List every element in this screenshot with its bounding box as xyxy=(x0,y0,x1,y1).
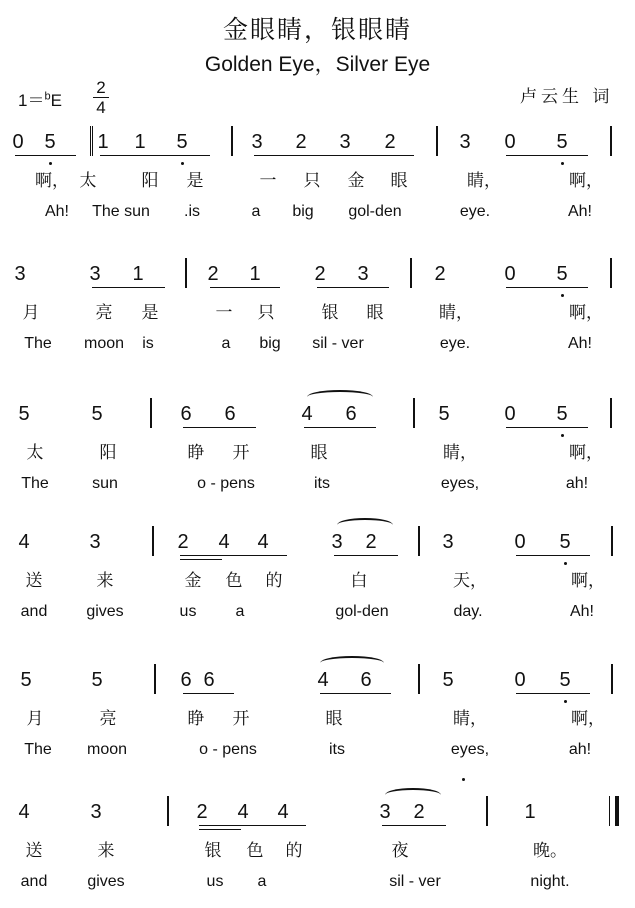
lyric-english: The xyxy=(21,475,49,492)
score-row xyxy=(0,796,635,896)
lyric-english: eyes, xyxy=(440,475,480,492)
note: 2 xyxy=(434,263,446,285)
note: 3 xyxy=(339,131,351,153)
lyric-chinese: 晚。 xyxy=(533,841,567,861)
lyric-chinese: 是 xyxy=(186,171,204,191)
note: 5 xyxy=(559,531,571,553)
lyric-english: a xyxy=(251,203,261,220)
lyric-chinese: 月 xyxy=(22,303,40,323)
lyric-chinese: 的 xyxy=(265,571,283,591)
low-octave-dot xyxy=(564,700,567,703)
note: 6 xyxy=(180,403,192,425)
beam-underline xyxy=(183,427,256,428)
lyric-english: ah! xyxy=(568,741,592,758)
note: 2 xyxy=(207,263,219,285)
lyric-english: day. xyxy=(453,603,483,620)
bar-line xyxy=(150,398,152,428)
lyric-chinese: 的 xyxy=(285,841,303,861)
bar-line xyxy=(185,258,187,288)
lyric-english: Ah! xyxy=(567,203,592,220)
lyricist-credit: 卢云生 词 xyxy=(520,87,614,107)
lyric-chinese: 送 xyxy=(25,841,43,861)
note: 4 xyxy=(317,669,329,691)
beam-underline xyxy=(382,825,446,826)
beam-underline xyxy=(304,427,376,428)
bar-line xyxy=(611,664,613,694)
tie-arc xyxy=(385,788,441,802)
bar-line xyxy=(610,398,612,428)
note: 5 xyxy=(91,669,103,691)
note: 0 xyxy=(514,531,526,553)
lyric-chinese: 睁 xyxy=(187,443,205,463)
key-signature xyxy=(18,86,62,111)
note: 4 xyxy=(237,801,249,823)
note: 0 xyxy=(12,131,24,153)
lyric-english: us xyxy=(179,603,197,620)
bar-line xyxy=(615,796,619,826)
lyric-chinese: 睛， xyxy=(467,171,501,191)
note: 2 xyxy=(295,131,307,153)
note: 4 xyxy=(18,801,30,823)
lyric-chinese: 只 xyxy=(303,171,321,191)
note: 5 xyxy=(176,131,188,153)
lyric-english: eyes, xyxy=(450,741,490,758)
note: 3 xyxy=(251,131,263,153)
note: 6 xyxy=(180,669,192,691)
beam-underline xyxy=(183,693,234,694)
note: 4 xyxy=(301,403,313,425)
lyric-chinese: 银 xyxy=(321,303,339,323)
lyric-chinese: 亮 xyxy=(99,709,117,729)
lyric-chinese: 啊， xyxy=(571,571,605,591)
score-row xyxy=(0,664,635,764)
lyric-chinese: 阳 xyxy=(99,443,117,463)
note: 5 xyxy=(556,403,568,425)
lyric-chinese: 送 xyxy=(25,571,43,591)
lyric-chinese: 阳 xyxy=(141,171,159,191)
lyric-chinese: 睛， xyxy=(439,303,473,323)
lyric-chinese: 银 xyxy=(204,841,222,861)
note: 0 xyxy=(504,131,516,153)
lyric-english: its xyxy=(329,741,345,758)
note: 5 xyxy=(556,263,568,285)
lyric-english: .is xyxy=(184,203,200,220)
note: 6 xyxy=(360,669,372,691)
lyric-chinese: 开 xyxy=(232,709,250,729)
lyric-chinese: 太 xyxy=(79,171,97,191)
lyric-chinese: 金 xyxy=(347,171,365,191)
bar-line xyxy=(418,526,420,556)
beam-underline-second xyxy=(199,829,241,830)
note: 5 xyxy=(18,403,30,425)
time-signature xyxy=(93,79,109,116)
beam-underline xyxy=(334,555,398,556)
note: 0 xyxy=(514,669,526,691)
lyric-chinese: 啊， xyxy=(569,171,603,191)
low-octave-dot xyxy=(181,162,184,165)
note: 1 xyxy=(524,801,536,823)
lyric-english: The sun xyxy=(92,203,150,220)
note: 3 xyxy=(379,801,391,823)
note: 1 xyxy=(132,263,144,285)
lyric-chinese: 睛， xyxy=(443,443,477,463)
lyric-english: eye. xyxy=(459,203,491,220)
beam-underline xyxy=(320,693,391,694)
note: 5 xyxy=(559,669,571,691)
low-octave-dot xyxy=(561,162,564,165)
note: 4 xyxy=(257,531,269,553)
lyric-english: sun xyxy=(92,475,118,492)
beam-underline xyxy=(92,287,165,288)
beam-underline xyxy=(100,155,210,156)
lyric-chinese: 开 xyxy=(232,443,250,463)
note: 0 xyxy=(504,403,516,425)
lyric-chinese: 太 xyxy=(26,443,44,463)
bar-line xyxy=(410,258,412,288)
lyric-english: a xyxy=(235,603,245,620)
bar-line xyxy=(609,796,610,826)
tie-arc xyxy=(307,390,373,404)
lyric-chinese: 白 xyxy=(350,571,368,591)
score-row xyxy=(0,258,635,358)
lyric-chinese: 亮 xyxy=(95,303,113,323)
beam-underline-second xyxy=(180,559,222,560)
lyric-english: gol-den xyxy=(335,603,389,620)
note: 3 xyxy=(442,531,454,553)
lyric-chinese: 啊， xyxy=(569,303,603,323)
key-note: E xyxy=(50,91,62,110)
lyric-chinese: 金 xyxy=(184,571,202,591)
lyric-chinese: 来 xyxy=(97,841,115,861)
bar-line xyxy=(413,398,415,428)
lyric-chinese: 啊， xyxy=(35,171,69,191)
lyric-english: The xyxy=(24,741,52,758)
note: 1 xyxy=(97,131,109,153)
stray-dot xyxy=(462,778,465,781)
lyric-chinese: 来 xyxy=(96,571,114,591)
lyric-english: sil - ver xyxy=(389,873,441,890)
note: 4 xyxy=(277,801,289,823)
lyric-english: and xyxy=(20,603,48,620)
lyric-english: moon xyxy=(83,335,125,352)
lyric-chinese: 色 xyxy=(225,571,243,591)
note: 3 xyxy=(357,263,369,285)
note: 2 xyxy=(413,801,425,823)
lyric-chinese: 一 xyxy=(215,303,233,323)
low-octave-dot xyxy=(49,162,52,165)
note: 3 xyxy=(89,531,101,553)
lyric-english: a xyxy=(257,873,267,890)
key-prefix: 1＝ xyxy=(18,91,45,110)
low-octave-dot xyxy=(561,434,564,437)
lyric-chinese: 眼 xyxy=(366,303,384,323)
bar-line xyxy=(486,796,488,826)
lyric-english: big xyxy=(292,203,314,220)
note: 6 xyxy=(203,669,215,691)
tie-arc xyxy=(320,656,384,670)
note: 1 xyxy=(249,263,261,285)
lyric-english: is xyxy=(142,335,154,352)
lyric-chinese: 天， xyxy=(453,571,487,591)
note: 5 xyxy=(556,131,568,153)
lyric-chinese: 眼 xyxy=(325,709,343,729)
beam-underline xyxy=(317,287,389,288)
beam-underline xyxy=(506,155,588,156)
beam-underline xyxy=(15,155,76,156)
score-row xyxy=(0,526,635,626)
lyric-english: gives xyxy=(86,603,124,620)
note: 2 xyxy=(177,531,189,553)
lyric-chinese: 色 xyxy=(246,841,264,861)
beam-underline xyxy=(506,427,588,428)
note: 4 xyxy=(218,531,230,553)
beam-underline xyxy=(254,155,414,156)
lyric-chinese: 睛， xyxy=(453,709,487,729)
lyric-english: and xyxy=(20,873,48,890)
bar-line xyxy=(611,526,613,556)
bar-line xyxy=(152,526,154,556)
lyric-english: big xyxy=(259,335,281,352)
lyric-english: sil - ver xyxy=(312,335,364,352)
bar-line xyxy=(436,126,438,156)
note: 5 xyxy=(91,403,103,425)
bar-line xyxy=(167,796,169,826)
note: 1 xyxy=(134,131,146,153)
beam-underline xyxy=(210,287,280,288)
note: 5 xyxy=(442,669,454,691)
beam-underline xyxy=(516,555,590,556)
lyric-english: eye. xyxy=(439,335,471,352)
lyric-english: Ah! xyxy=(567,335,592,352)
lyric-english: night. xyxy=(530,873,570,890)
lyric-chinese: 月 xyxy=(26,709,44,729)
lyric-chinese: 啊， xyxy=(569,443,603,463)
lyric-english: Ah! xyxy=(569,603,594,620)
note: 5 xyxy=(44,131,56,153)
lyric-english: moon xyxy=(86,741,128,758)
lyric-english: gives xyxy=(87,873,125,890)
lyric-chinese: 一 xyxy=(259,171,277,191)
low-octave-dot xyxy=(564,562,567,565)
lyric-english: Ah! xyxy=(44,203,69,220)
time-bottom: 4 xyxy=(96,98,106,117)
flat-sign: b xyxy=(44,90,51,103)
note: 2 xyxy=(314,263,326,285)
lyric-chinese: 啊， xyxy=(571,709,605,729)
bar-line xyxy=(154,664,156,694)
song-title-english: Golden Eye，Silver Eye xyxy=(204,53,431,76)
lyric-english: o - pens xyxy=(197,475,255,492)
note: 3 xyxy=(90,801,102,823)
time-top: 2 xyxy=(96,78,106,97)
bar-line xyxy=(231,126,233,156)
note: 2 xyxy=(365,531,377,553)
tie-arc xyxy=(337,518,393,532)
lyric-english: a xyxy=(221,335,231,352)
bar-line xyxy=(92,126,93,156)
note: 3 xyxy=(459,131,471,153)
lyric-chinese: 眼 xyxy=(390,171,408,191)
note: 4 xyxy=(18,531,30,553)
lyric-english: gol-den xyxy=(348,203,402,220)
note: 3 xyxy=(14,263,26,285)
lyric-english: o - pens xyxy=(199,741,257,758)
song-title-chinese: 金眼睛，银眼睛 xyxy=(222,15,412,44)
bar-line xyxy=(610,258,612,288)
beam-underline xyxy=(506,287,588,288)
lyric-chinese: 睁 xyxy=(187,709,205,729)
score-row xyxy=(0,126,635,226)
note: 0 xyxy=(504,263,516,285)
score-row xyxy=(0,398,635,498)
lyric-chinese: 夜 xyxy=(391,841,409,861)
note: 3 xyxy=(331,531,343,553)
note: 6 xyxy=(345,403,357,425)
bar-line xyxy=(418,664,420,694)
lyric-english: us xyxy=(206,873,224,890)
lyric-english: its xyxy=(314,475,330,492)
note: 3 xyxy=(89,263,101,285)
lyric-chinese: 只 xyxy=(257,303,275,323)
low-octave-dot xyxy=(561,294,564,297)
note: 5 xyxy=(20,669,32,691)
lyric-chinese: 眼 xyxy=(310,443,328,463)
note: 6 xyxy=(224,403,236,425)
bar-line xyxy=(90,126,91,156)
note: 2 xyxy=(196,801,208,823)
lyric-english: ah! xyxy=(565,475,589,492)
beam-underline xyxy=(199,825,306,826)
lyric-chinese: 是 xyxy=(141,303,159,323)
lyric-english: The xyxy=(24,335,52,352)
note: 2 xyxy=(384,131,396,153)
beam-underline xyxy=(516,693,590,694)
note: 5 xyxy=(438,403,450,425)
bar-line xyxy=(610,126,612,156)
beam-underline xyxy=(180,555,287,556)
